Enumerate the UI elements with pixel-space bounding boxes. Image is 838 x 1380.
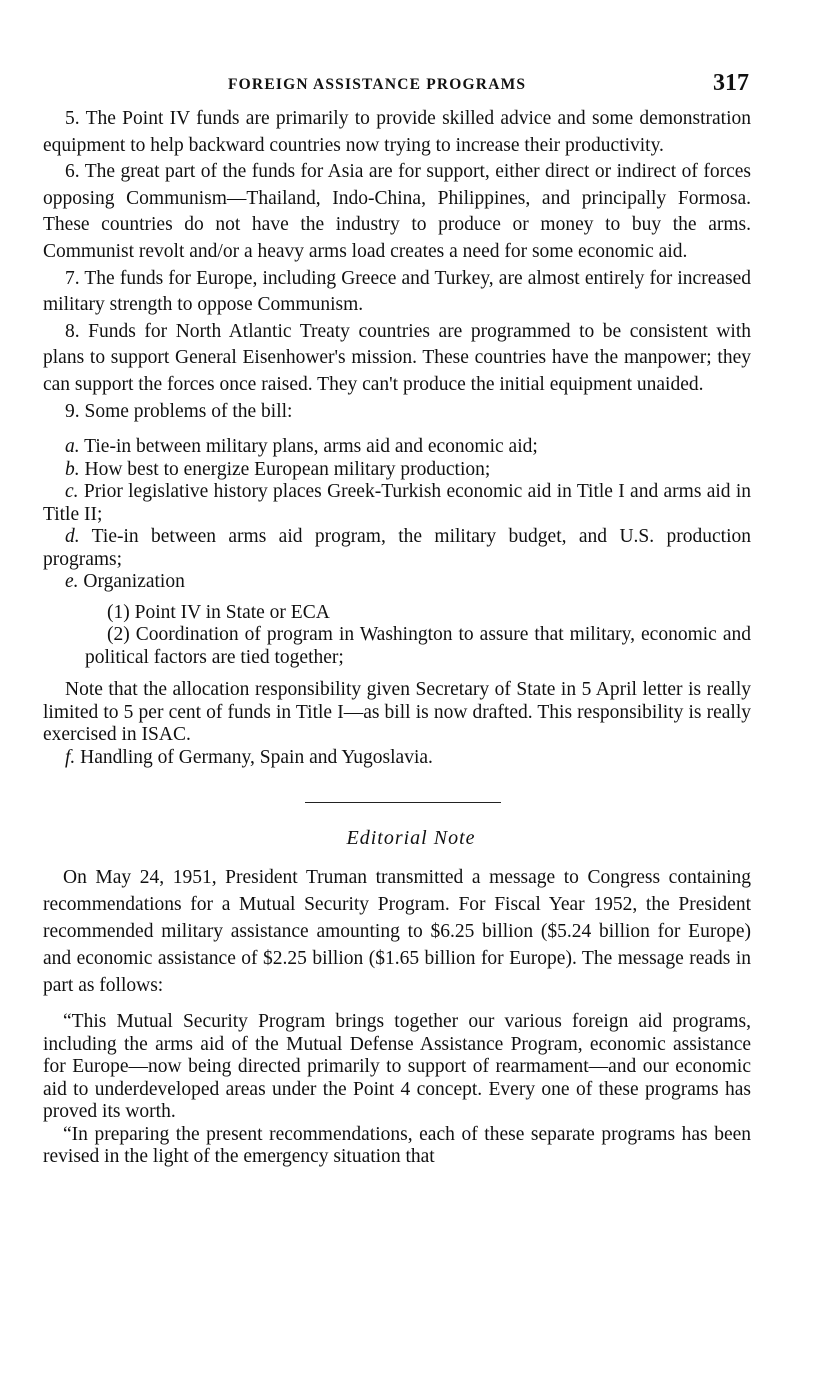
- document-page: [43, 66, 751, 1169]
- problem-text: Handling of Germany, Spain and Yugoslavia.: [80, 746, 433, 768]
- editorial-note-title: Editorial Note: [346, 827, 476, 850]
- problem-letter: e.: [65, 571, 79, 593]
- point-9: 9. Some problems of the bill:: [65, 400, 293, 422]
- problem-c: [43, 481, 751, 526]
- allocation-note: Note that the allocation responsibility given Secretary of State in 5 April letter is really limited to 5 per cent of funds in Title I—as bill is now drafted. This responsibility is really exercised in ISAC.: [43, 679, 751, 746]
- quote-paragraph-1: “This Mutual Security Program brings together our various foreign aid programs, including the arms aid of the Mutual Defense Assistance Program, economic assistance for Europe—now being directed primarily to support of rearmament—and our economic aid to underdeveloped areas under the Point 4 concept. Every one of these programs has proved its worth.: [43, 1011, 751, 1123]
- truman-message-quote: [43, 1011, 751, 1169]
- organization-sublist: [43, 602, 751, 670]
- point-7: 7. The funds for Europe, including Greece and Turkey, are almost entirely for increased military strength to oppose Communism.: [43, 267, 751, 316]
- problem-a: [43, 436, 751, 459]
- page-header: [43, 66, 751, 106]
- problem-text: Tie-in between military plans, arms aid and economic aid;: [84, 436, 538, 458]
- problem-text: Prior legislative history places Greek-Turkish economic aid in Title I and arms aid in Title II;: [43, 481, 752, 525]
- editorial-intro: On May 24, 1951, President Truman transmitted a message to Congress containing recommendations for a Mutual Security Program. For Fiscal Year 1952, the President recommended military assistance amounting to $6.25 billion ($5.24 billion for Europe) and economic assistance of $2.25 billion ($1.65 billion for Europe). The message reads in part as follows:: [43, 867, 751, 997]
- problem-text: Tie-in between arms aid program, the military budget, and U.S. production programs;: [43, 526, 751, 570]
- editorial-note-body: [43, 864, 751, 999]
- point-6: 6. The great part of the funds for Asia are for support, either direct or indirect of forces opposing Communism—Thailand, Indo-China, Philippines, and principally Formosa. These countries do not have the industry to produce or money to buy the arms. Communist revolt and/or a heavy arms load creates a need for some economic aid.: [43, 161, 751, 262]
- section-divider: [305, 802, 501, 803]
- running-title: FOREIGN ASSISTANCE PROGRAMS: [228, 76, 527, 93]
- problem-letter: d.: [65, 526, 80, 548]
- organization-item-2: (2) Coordination of program in Washington to assure that military, economic and political factors are tied together;: [85, 624, 751, 668]
- problem-letter: c.: [65, 481, 79, 503]
- problem-letter: a.: [65, 436, 80, 458]
- note-block: [43, 679, 751, 769]
- problem-text: Organization: [83, 571, 185, 593]
- problem-letter: f.: [65, 746, 76, 768]
- problems-list: [43, 436, 751, 594]
- problem-b: [43, 459, 751, 482]
- numbered-points: [43, 106, 751, 425]
- problem-f: [43, 747, 751, 770]
- problem-e: [43, 571, 751, 594]
- problem-letter: b.: [65, 458, 80, 480]
- page-number: 317: [713, 70, 749, 96]
- point-5: 5. The Point IV funds are primarily to provide skilled advice and some demonstration equipment to help backward countries now trying to increase their productivity.: [43, 108, 751, 156]
- organization-item-1: (1) Point IV in State or ECA: [107, 601, 330, 623]
- point-8: 8. Funds for North Atlantic Treaty countries are programmed to be consistent with plans to support General Eisenhower's mission. These countries have the manpower; they can support the forces once raised. They can't produce the initial equipment unaided.: [43, 320, 751, 395]
- quote-paragraph-2: “In preparing the present recommendations, each of these separate programs has been revised in the light of the emergency situation that: [43, 1123, 751, 1168]
- problem-text: How best to energize European military production;: [84, 458, 491, 480]
- problem-d: [43, 526, 751, 571]
